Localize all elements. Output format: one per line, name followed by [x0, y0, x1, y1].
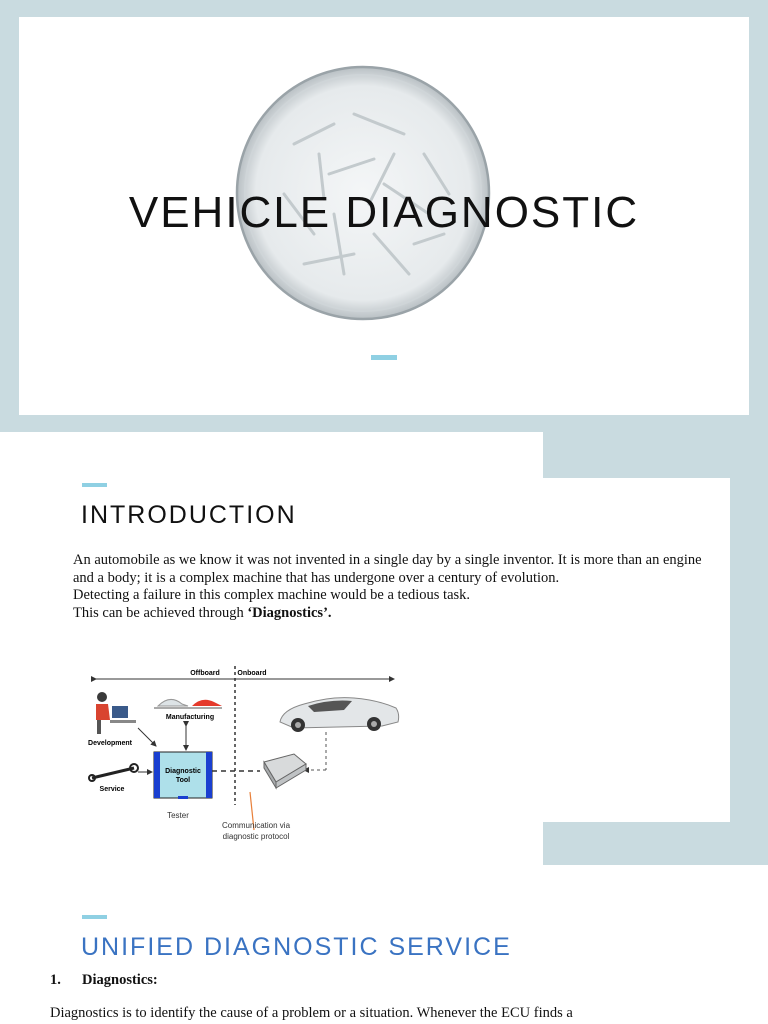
accent-bar — [82, 483, 107, 487]
body-text: Diagnostics is to identify the cause of a problem or a situation. Whenever the ECU finds a — [50, 1005, 573, 1021]
diagnostic-tool-icon — [154, 752, 212, 799]
intro-text — [73, 552, 723, 622]
developer-icon — [96, 692, 136, 734]
slide-title: VEHICLE DIAGNOSTIC — [128, 188, 640, 237]
frame-block — [730, 432, 768, 865]
intro-paragraph: Detecting a failure in this complex machine would be a tedious task. — [73, 587, 471, 603]
item-label: Diagnostics: — [82, 972, 158, 988]
section-title: INTRODUCTION — [81, 501, 297, 529]
car-icon — [280, 698, 399, 732]
communication-label-line2: diagnostic protocol — [222, 832, 290, 841]
intro-paragraph — [73, 605, 723, 623]
onboard-label: Onboard — [237, 670, 267, 677]
item-number: 1. — [50, 972, 61, 988]
ecu-icon — [264, 754, 306, 788]
diagnostics-term: ‘Diagnostics’. — [247, 604, 332, 621]
wrench-icon — [89, 764, 138, 781]
intro-text-prefix: This can be achieved through — [73, 604, 248, 621]
offboard-label: Offboard — [190, 670, 220, 677]
car-icon — [192, 700, 222, 706]
manufacturing-label: Manufacturing — [165, 714, 215, 721]
diagnostic-diagram — [82, 660, 422, 850]
intro-paragraph: An automobile as we know it was not invented in a single day by a single inventor. It is more than an engine and a body; it is a complex machine that has undergone over a century of evolution. — [73, 552, 702, 586]
arrow — [138, 728, 156, 746]
tool-label-line1: Diagnostic — [165, 768, 201, 775]
accent-bar — [82, 915, 107, 919]
numbered-item — [50, 972, 158, 989]
tool-label-line2: Tool — [175, 777, 191, 784]
tester-label: Tester — [167, 811, 189, 820]
service-label: Service — [99, 786, 125, 793]
frame-block — [543, 822, 768, 865]
car-icon — [158, 699, 188, 706]
communication-label-line1: Communication via — [221, 821, 291, 830]
development-label: Development — [88, 740, 132, 747]
accent-bar — [371, 355, 397, 360]
section-title: UNIFIED DIAGNOSTIC SERVICE — [81, 933, 512, 961]
